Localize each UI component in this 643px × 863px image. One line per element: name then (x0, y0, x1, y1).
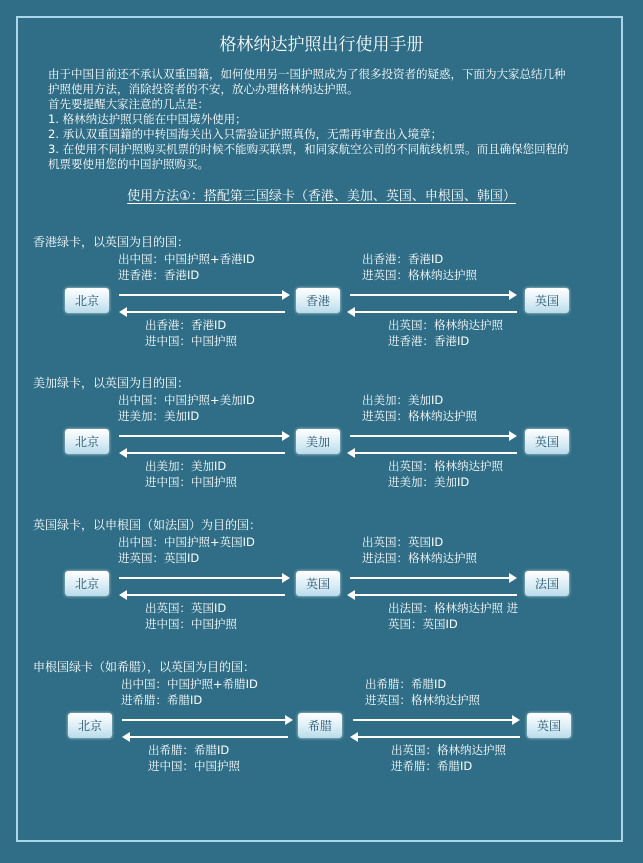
leg1-return-exit: 出希腊：希腊ID (148, 743, 230, 757)
section-title: 申根国绿卡（如希腊），以英国为目的国： (33, 660, 256, 674)
page-title: 格林纳达护照出行使用手册 (219, 35, 424, 55)
leg2-return-entry: 英国：英国ID (388, 617, 458, 631)
leg2-outbound-entry: 进英国：格林纳达护照 (362, 409, 477, 423)
leg2-outbound-exit: 出香港：香港ID (362, 252, 444, 266)
arrow-leg1-return-line (126, 594, 285, 596)
arrow-leg1-return-line (129, 736, 288, 738)
leg1-return-exit: 出美加：美加ID (145, 459, 227, 473)
arrow-leg1-return (122, 732, 288, 742)
leg2-outbound-entry: 进英国：格林纳达护照 (365, 693, 480, 707)
arrow-leg1-outbound-line (122, 719, 286, 721)
arrow-leg1-return-head (119, 590, 127, 600)
intro-point-3: 3. 在使用不同护照购买机票的时候不能购买联票，和同家航空公司的不同航线机票。而且确保您回程的 (48, 142, 569, 156)
leg2-return-exit: 出英国：格林纳达护照 (388, 459, 503, 473)
leg1-return-entry: 进中国：中国护照 (145, 334, 237, 348)
section-title: 英国绿卡，以申根国（如法国）为目的国： (33, 518, 262, 532)
node-destination: 法国 (525, 571, 569, 596)
section-title: 香港绿卡，以英国为目的国： (33, 235, 190, 249)
arrow-leg2-outbound-head (512, 715, 520, 725)
arrow-leg1-return (119, 307, 285, 317)
arrow-leg1-outbound-line (119, 435, 283, 437)
node-origin: 北京 (65, 571, 109, 596)
leg1-outbound-exit: 出中国：中国护照+希腊ID (121, 677, 258, 691)
arrow-leg2-outbound (350, 573, 517, 583)
leg2-outbound-exit: 出英国：英国ID (362, 535, 444, 549)
intro-point-1: 1. 格林纳达护照只能在中国境外使用； (48, 112, 247, 126)
arrow-leg1-outbound (122, 715, 293, 725)
leg1-return-entry: 进中国：中国护照 (145, 617, 237, 631)
leg2-return-exit: 出英国：格林纳达护照 (391, 743, 506, 757)
arrow-leg1-return-line (126, 311, 285, 313)
arrow-leg2-return-line (354, 594, 517, 596)
leg2-outbound-entry: 进法国：格林纳达护照 (362, 551, 477, 565)
arrow-leg2-outbound-head (509, 431, 517, 441)
leg1-return-entry: 进中国：中国护照 (145, 475, 237, 489)
arrow-leg2-return (350, 732, 520, 742)
node-transit: 英国 (296, 571, 340, 596)
leg1-return-exit: 出英国：英国ID (145, 601, 227, 615)
leg1-return-exit: 出香港：香港ID (145, 318, 227, 332)
arrow-leg1-return (119, 448, 285, 458)
arrow-leg1-return-head (119, 307, 127, 317)
node-origin: 北京 (65, 288, 109, 313)
arrow-leg2-return-head (347, 590, 355, 600)
leg2-return-entry: 进香港：香港ID (388, 334, 470, 348)
section-title: 美加绿卡，以英国为目的国： (33, 376, 190, 390)
leg1-return-entry: 进中国：中国护照 (148, 759, 240, 773)
leg1-outbound-entry: 进英国：英国ID (118, 551, 200, 565)
leg1-outbound-entry: 进香港：香港ID (118, 268, 200, 282)
node-destination: 英国 (527, 713, 571, 738)
arrow-leg1-outbound-head (282, 431, 290, 441)
arrow-leg1-outbound (119, 431, 290, 441)
leg1-outbound-exit: 出中国：中国护照+香港ID (118, 252, 255, 266)
arrow-leg1-outbound-line (119, 294, 283, 296)
arrow-leg2-outbound (350, 290, 517, 300)
intro-reminder: 首先要提醒大家注意的几点是： (48, 97, 209, 111)
arrow-leg2-return-head (347, 448, 355, 458)
arrow-leg2-outbound-line (353, 719, 513, 721)
arrow-leg1-outbound-line (119, 577, 283, 579)
leg2-outbound-exit: 出希腊：希腊ID (365, 677, 447, 691)
arrow-leg2-return (347, 590, 517, 600)
node-transit: 香港 (296, 288, 340, 313)
leg1-outbound-exit: 出中国：中国护照+美加ID (118, 393, 255, 407)
leg2-return-exit: 出英国：格林纳达护照 (388, 318, 503, 332)
intro-point-2: 2. 承认双重国籍的中转国海关出入只需验证护照真伪，无需再审查出入境章； (48, 127, 443, 141)
arrow-leg2-return (347, 307, 517, 317)
arrow-leg2-return-line (354, 452, 517, 454)
arrow-leg2-return-head (350, 732, 358, 742)
arrow-leg1-outbound (119, 290, 290, 300)
intro-point-3-cont: 机票要使用您的中国护照购买。 (48, 157, 209, 171)
node-origin: 北京 (65, 429, 109, 454)
arrow-leg2-outbound (353, 715, 520, 725)
arrow-leg2-return-head (347, 307, 355, 317)
arrow-leg2-outbound-line (350, 435, 510, 437)
arrow-leg1-return-head (119, 448, 127, 458)
arrow-leg1-outbound-head (285, 715, 293, 725)
intro-paragraph-line-1: 由于中国目前还不承认双重国籍，如何使用另一国护照成为了很多投资者的疑惑，下面为大家总结几种 (48, 67, 566, 81)
arrow-leg2-return-line (357, 736, 520, 738)
arrow-leg1-return-line (126, 452, 285, 454)
intro-paragraph-line-2: 护照使用方法，消除投资者的不安，放心办理格林纳达护照。 (48, 82, 359, 96)
arrow-leg2-outbound-line (350, 294, 510, 296)
arrow-leg1-outbound-head (282, 290, 290, 300)
node-origin: 北京 (68, 713, 112, 738)
node-destination: 英国 (525, 429, 569, 454)
arrow-leg2-outbound (350, 431, 517, 441)
node-destination: 英国 (525, 288, 569, 313)
arrow-leg1-outbound-head (282, 573, 290, 583)
node-transit: 美加 (296, 429, 340, 454)
arrow-leg1-outbound (119, 573, 290, 583)
method-subtitle: 使用方法①：搭配第三国绿卡（香港、美加、英国、申根国、韩国） (127, 189, 516, 204)
leg2-outbound-exit: 出美加：美加ID (362, 393, 444, 407)
leg1-outbound-entry: 进希腊：希腊ID (121, 693, 203, 707)
arrow-leg2-return-line (354, 311, 517, 313)
arrow-leg2-outbound-head (509, 290, 517, 300)
node-transit: 希腊 (298, 713, 342, 738)
arrow-leg1-return (119, 590, 285, 600)
leg1-outbound-exit: 出中国：中国护照+英国ID (118, 535, 255, 549)
leg2-return-entry: 进美加：美加ID (388, 475, 470, 489)
arrow-leg2-return (347, 448, 517, 458)
arrow-leg1-return-head (122, 732, 130, 742)
leg2-return-entry: 进希腊：希腊ID (391, 759, 473, 773)
arrow-leg2-outbound-head (509, 573, 517, 583)
leg2-return-exit: 出法国：格林纳达护照 进 (388, 601, 519, 615)
leg2-outbound-entry: 进英国：格林纳达护照 (362, 268, 477, 282)
leg1-outbound-entry: 进美加：美加ID (118, 409, 200, 423)
arrow-leg2-outbound-line (350, 577, 510, 579)
